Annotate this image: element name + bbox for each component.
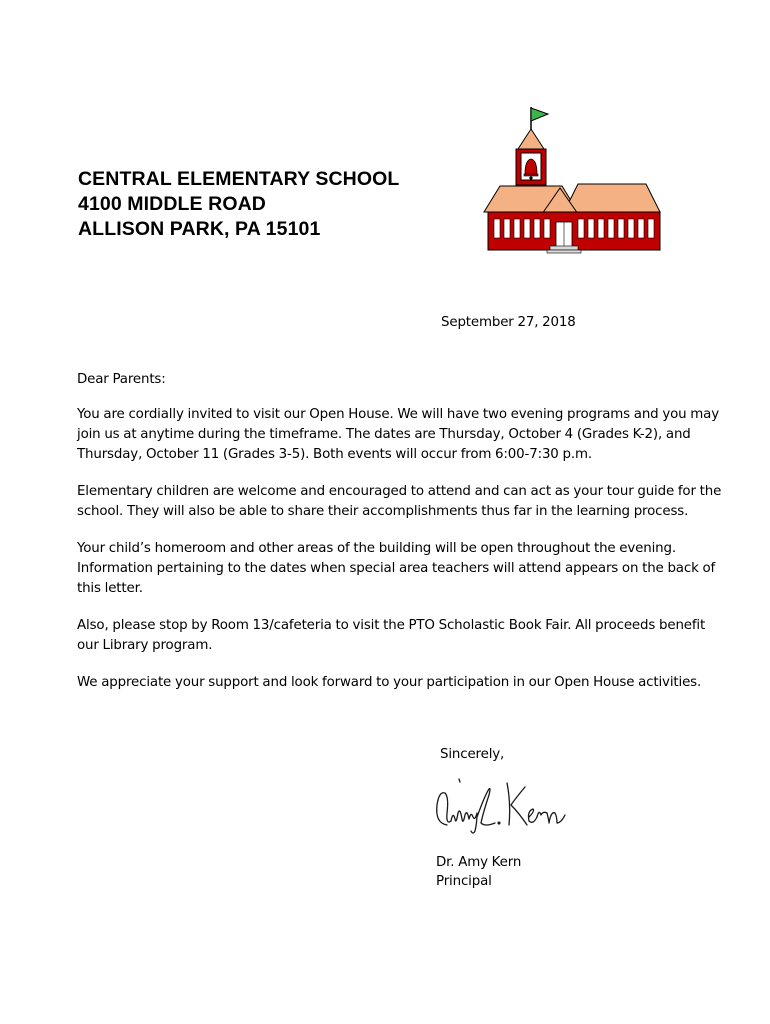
closing: Sincerely, [440, 747, 505, 762]
letterhead [78, 167, 399, 242]
paragraph-invitation: You are cordially invited to visit our Open House. We will have two evening programs and you may join us at anytime during the timeframe. The dates are Thursday, October 4 (Grades K-2), and Thursday, October 11 (Grades 3-5). Both events will occur from 6:00-7:30 p.m. [77, 407, 720, 462]
signer-title: Principal [436, 874, 492, 889]
paragraph-children: Elementary children are welcome and encouraged to attend and can act as your tour guide for the school. They will also be able to share their accomplishments thus far in the learning process. [77, 484, 722, 519]
schoolhouse-bell-tower-icon [480, 104, 664, 254]
school-name: CENTRAL ELEMENTARY SCHOOL [78, 168, 400, 190]
letter-body [77, 405, 727, 710]
school-city-state-zip: ALLISON PARK, PA 15101 [78, 218, 321, 240]
paragraph-homeroom: Your child’s homeroom and other areas of the building will be open throughout the evening. Information pertaining to the dates when special area teachers will attend appears on the back of this letter. [77, 541, 716, 596]
school-street-address: 4100 MIDDLE ROAD [78, 193, 266, 215]
signer-name: Dr. Amy Kern [436, 855, 522, 870]
signature-block [436, 853, 521, 891]
handwritten-signature [425, 773, 585, 837]
paragraph-appreciation: We appreciate your support and look forward to your participation in our Open House activities. [77, 675, 702, 690]
paragraph-book-fair: Also, please stop by Room 13/cafeteria to visit the PTO Scholastic Book Fair. All proceeds benefit our Library program. [77, 618, 706, 653]
letter-date: September 27, 2018 [441, 315, 576, 330]
greeting: Dear Parents: [77, 372, 166, 387]
